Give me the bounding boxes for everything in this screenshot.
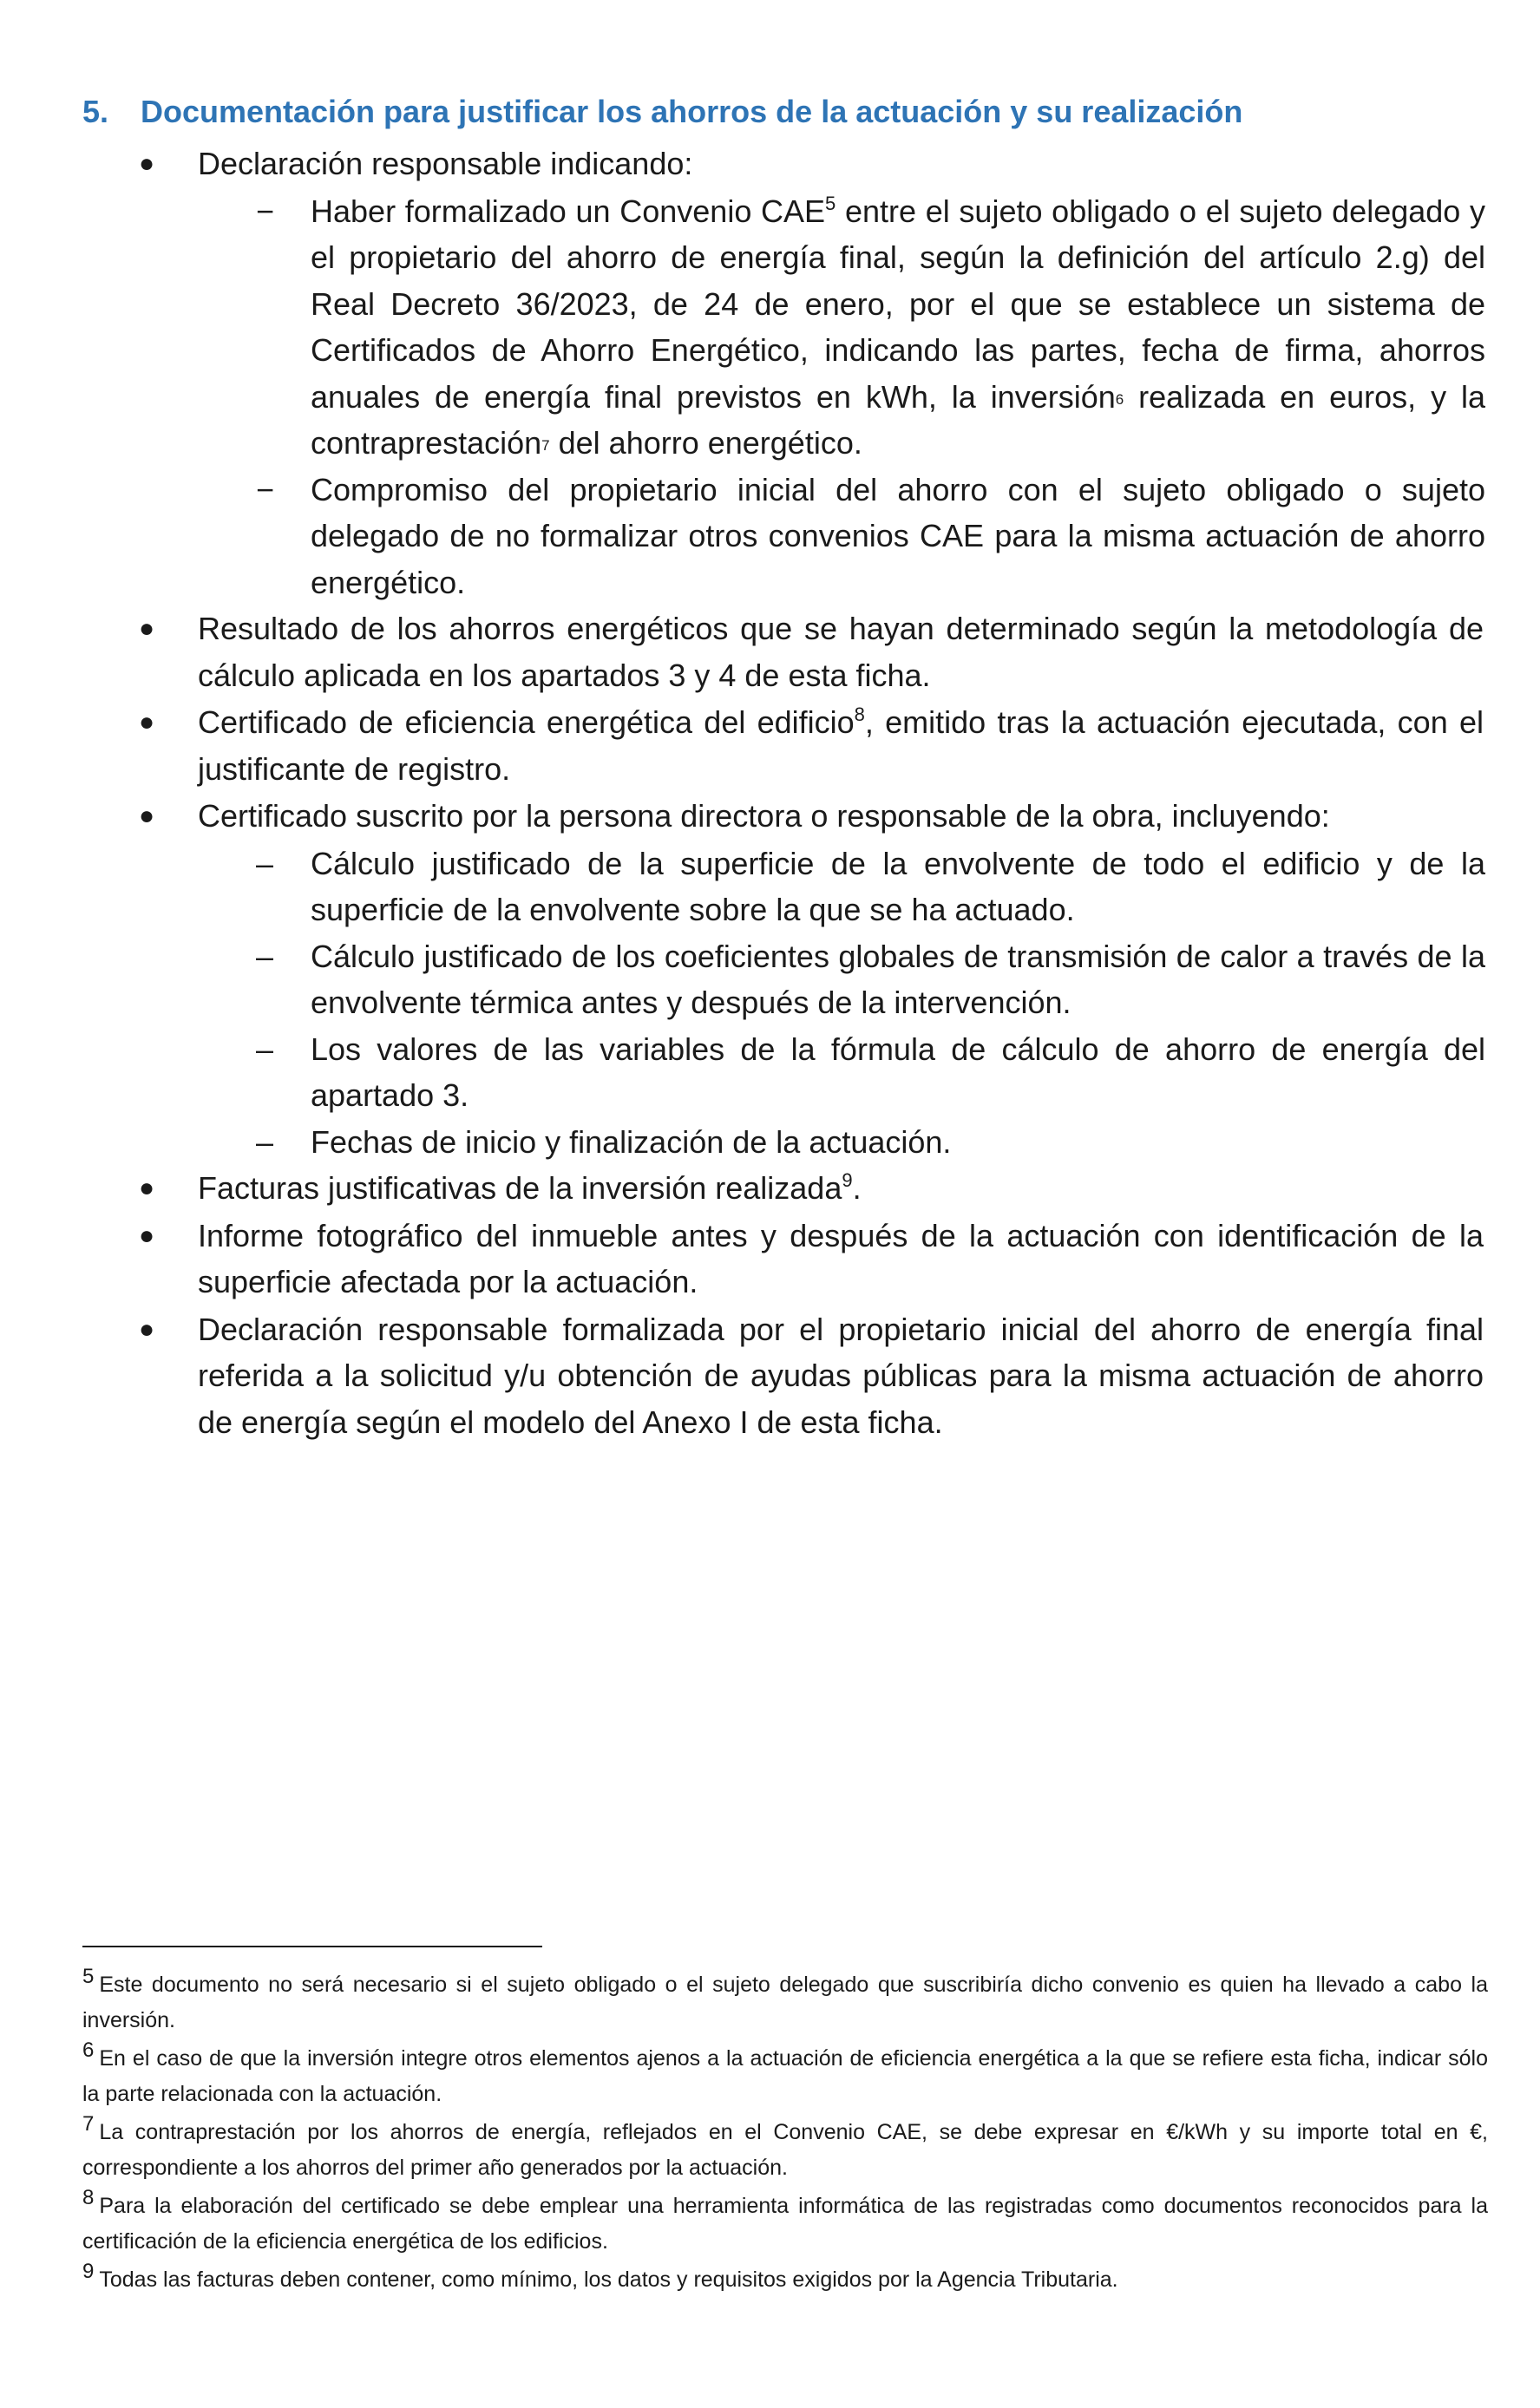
dash-icon: – <box>256 938 274 974</box>
list-item <box>139 1213 1484 1305</box>
footnote-separator <box>82 1946 542 1947</box>
footnote <box>82 2038 1488 2112</box>
footnote-number: 6 <box>82 2038 95 2062</box>
item-text: Declaración responsable indicando: <box>198 146 693 181</box>
item-text: . <box>852 1170 862 1206</box>
footnote-text: En el caso de que la inversión integre otros elementos ajenos a la actuación de eficiencia energética a la que se refiere esta ficha, indicar sólo la parte relacionada con la actuación. <box>82 2046 1488 2106</box>
footnote-number: 7 <box>82 2112 95 2136</box>
dash-icon: − <box>256 471 275 507</box>
footnote <box>82 1967 1488 2038</box>
list-item <box>139 699 1484 792</box>
item-text: realizada en euros, y la contraprestación <box>311 378 1485 461</box>
footnote <box>82 2186 1488 2260</box>
item-text: Los valores de las variables de la fórmula de cálculo de ahorro de energía del apartado 3. <box>311 1031 1485 1113</box>
footnote-ref[interactable]: 8 <box>854 703 865 725</box>
sub-list-item <box>256 1026 1485 1119</box>
dash-icon: – <box>256 1123 274 1160</box>
item-text: del ahorro energético. <box>549 425 862 461</box>
sub-list-item <box>256 467 1485 606</box>
bullet-icon: ● <box>139 708 155 736</box>
sub-list-item <box>256 188 1485 467</box>
bullet-icon: ● <box>139 802 155 830</box>
bullet-icon: ● <box>139 614 155 643</box>
requirements-list <box>0 141 1540 1446</box>
item-text: Cálculo justificado de la superficie de la envolvente de todo el edificio y de la superficie de la envolvente sobre la que se ha actuado. <box>311 845 1485 927</box>
bullet-icon: ● <box>139 1220 155 1250</box>
item-text: Certificado suscrito por la persona directora o responsable de la obra, incluyendo: <box>198 798 1330 834</box>
footnote-text: Todas las facturas deben contener, como mínimo, los datos y requisitos exigidos por la Agencia Tributaria. <box>99 2267 1118 2292</box>
sub-list-item <box>256 841 1485 933</box>
footnote-ref[interactable]: 5 <box>825 192 836 214</box>
item-text: , emitido tras la actuación ejecutada, con el justificante de registro. <box>198 704 1484 787</box>
sub-list-item <box>256 933 1485 1026</box>
list-item <box>139 605 1484 698</box>
footnote <box>82 2112 1488 2186</box>
list-item <box>139 1306 1484 1446</box>
section-title: Documentación para justificar los ahorros de la actuación y su realización <box>141 94 1243 129</box>
item-text: Informe fotográfico del inmueble antes y después de la actuación con identificación de la superficie afectada por la actuación. <box>198 1217 1484 1299</box>
list-item <box>139 1165 1484 1212</box>
footnote-number: 8 <box>82 2186 95 2209</box>
item-text: Compromiso del propietario inicial del ahorro con el sujeto obligado o sujeto delegado de no formalizar otros convenios CAE para la misma actuación de ahorro energético. <box>311 471 1485 600</box>
bullet-icon: ● <box>139 1174 155 1202</box>
sub-list-item <box>256 1119 1485 1166</box>
item-text: Certificado de eficiencia energética del edificio <box>198 704 855 740</box>
section-number: 5. <box>82 94 109 129</box>
item-text: Facturas justificativas de la inversión realizada <box>198 1170 842 1206</box>
bullet-icon: ● <box>139 149 155 178</box>
item-text: Declaración responsable formalizada por el propietario inicial del ahorro de energía final referida a la solicitud y/u obtención de ayudas públicas para la misma actuación de ahorro de energía según el modelo del Anexo I de esta ficha. <box>198 1311 1484 1440</box>
dash-icon: − <box>256 193 275 229</box>
footnote-ref[interactable]: 9 <box>842 1169 853 1191</box>
item-text: Fechas de inicio y finalización de la actuación. <box>311 1123 952 1160</box>
dash-icon: – <box>256 845 274 881</box>
footnotes <box>82 1967 1488 2300</box>
item-text: Resultado de los ahorros energéticos que se hayan determinado según la metodología de cálculo aplicada en los apartados 3 y 4 de esta ficha. <box>198 611 1484 693</box>
dash-icon: – <box>256 1031 274 1067</box>
item-text: Haber formalizado un Convenio CAE <box>311 193 826 229</box>
footnote-text: Este documento no será necesario si el sujeto obligado o el sujeto delegado que suscribiría dicho convenio es quien ha llevado a cabo la inversión. <box>82 1973 1488 2032</box>
footnote <box>82 2262 1488 2298</box>
footnote-number: 5 <box>82 1965 95 1988</box>
footnote-ref[interactable]: 7 <box>541 437 550 454</box>
item-text: Cálculo justificado de los coeficientes globales de transmisión de calor a través de la envolvente térmica antes y después de la intervención. <box>311 938 1485 1020</box>
list-item <box>139 141 1484 187</box>
footnote-text: La contraprestación por los ahorros de energía, reflejados en el Convenio CAE, se debe expresar en €/kWh y su importe total en €, correspondiente a los ahorros del primer año generados por la actuación. <box>82 2120 1488 2180</box>
footnote-ref[interactable]: 6 <box>1115 390 1124 408</box>
footnote-number: 9 <box>82 2260 95 2283</box>
item-text: entre el sujeto obligado o el sujeto delegado y el propietario del ahorro de energía final, según la definición del artículo 2.g) del Real Decreto 36/2023, de 24 de enero, por el que se establece un sistema de Certificados de Ahorro Energético, indicando las partes, fecha de firma, ahorros anuales de energía final previstos en kWh, la inversión <box>311 193 1485 415</box>
section-heading <box>82 88 1488 135</box>
list-item <box>139 793 1484 840</box>
footnote-text: Para la elaboración del certificado se debe emplear una herramienta informática de las registradas como documentos reconocidos para la certificación de la eficiencia energética de los edificios. <box>82 2194 1488 2254</box>
bullet-icon: ● <box>139 1314 155 1344</box>
